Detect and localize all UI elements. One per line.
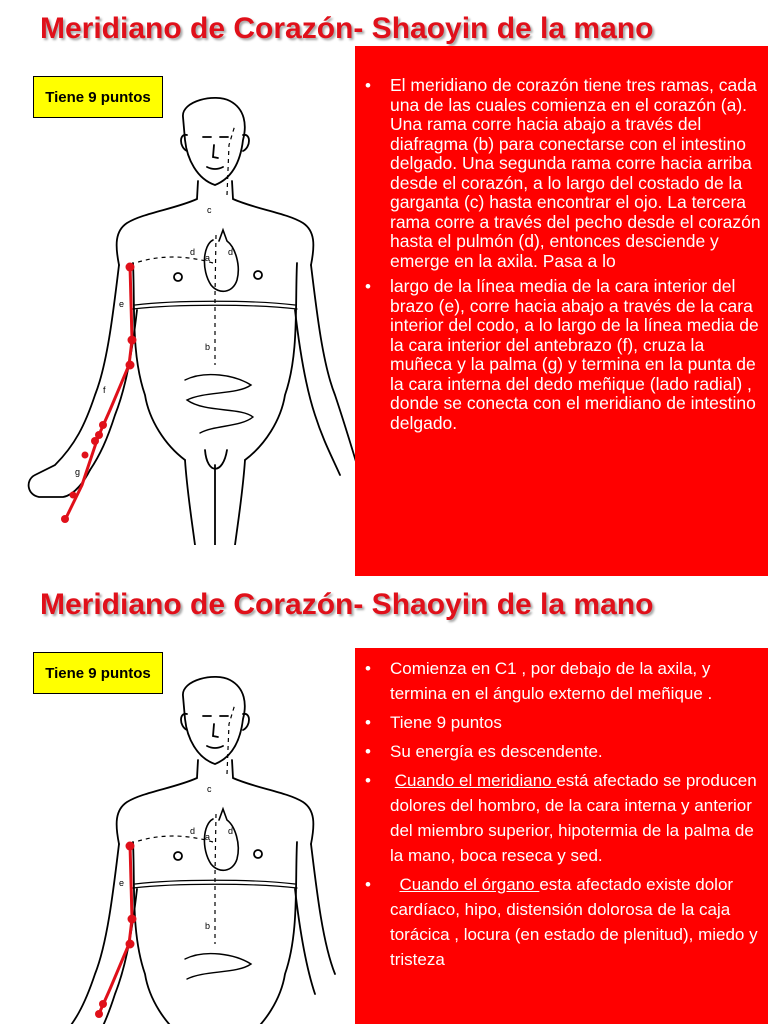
svg-text:d: d	[228, 247, 234, 257]
figure-letters	[119, 784, 233, 931]
underlined-lead: Cuando el meridiano	[394, 771, 557, 790]
svg-text:a: a	[205, 253, 211, 263]
svg-text:c: c	[207, 784, 212, 794]
list-item: • El meridiano de corazón tiene tres ramas, cada una de las cuales comienza en el corazón (a). Una rama corre hacia abajo a través del diafragma (b) para conectarse con el intestino delgado. Una segunda rama corre hacia arriba desde el corazón, a lo largo del costado de la garganta (c) hasta encontrar el ojo. La tercera rama corre a través del pecho desde el corazón hasta el pulmón (d), entonces desciende y emerge en la axila. Pasa a lo	[365, 76, 761, 271]
list-item: • Tiene 9 puntos	[365, 710, 761, 735]
description-list	[365, 656, 761, 972]
svg-text:e: e	[119, 299, 125, 309]
points-badge: Tiene 9 puntos	[33, 76, 163, 118]
svg-text:b: b	[205, 342, 211, 352]
list-item: • Comienza en C1 , por debajo de la axila, y termina en el ángulo externo del meñique .	[365, 656, 761, 706]
underlined-lead: Cuando el órgano	[399, 875, 540, 894]
description-box	[355, 648, 768, 1024]
svg-text:g: g	[75, 467, 81, 477]
svg-text:d: d	[190, 826, 196, 836]
svg-text:b: b	[205, 921, 211, 931]
points-badge: Tiene 9 puntos	[33, 652, 163, 694]
list-item: • largo de la línea media de la cara interior del brazo (e), corre hacia abajo a través de la cara interior del codo, a lo largo de la línea media de la cara interior del antebrazo (f), cruza la muñeca y la palma (g) y termina en la punta de la cara interna del dedo meñique (lado radial) , donde se conecta con el meridiano de intestino delgado.	[365, 277, 761, 433]
heart-meridian-illustration	[15, 95, 355, 545]
heart-meridian-illustration	[15, 674, 355, 1024]
slide-2	[0, 576, 768, 1024]
svg-text:d: d	[190, 247, 196, 257]
svg-text:e: e	[119, 878, 125, 888]
svg-text:a: a	[205, 832, 211, 842]
list-item: • Su energía es descendente.	[365, 739, 761, 764]
list-item: • Cuando el órgano esta afectado existe dolor cardíaco, hipo, distensión dolorosa de la caja torácica , locura (en estado de plenitud), miedo y tristeza	[365, 872, 761, 972]
description-box	[355, 46, 768, 576]
slide-title: Meridiano de Corazón- Shaoyin de la mano	[40, 12, 654, 45]
svg-text:f: f	[103, 385, 106, 395]
slide-title: Meridiano de Corazón- Shaoyin de la mano	[40, 588, 654, 621]
acupoint-markers	[61, 263, 137, 524]
svg-text:d: d	[228, 826, 234, 836]
description-list	[365, 76, 761, 433]
meridian-figure	[15, 674, 355, 1024]
svg-text:c: c	[207, 205, 212, 215]
meridian-figure	[15, 95, 355, 545]
list-item: • Cuando el meridiano está afectado se producen dolores del hombro, de la cara interna y anterior del miembro superior, hipotermia de la palma de la mano, boca reseca y sed.	[365, 768, 761, 868]
